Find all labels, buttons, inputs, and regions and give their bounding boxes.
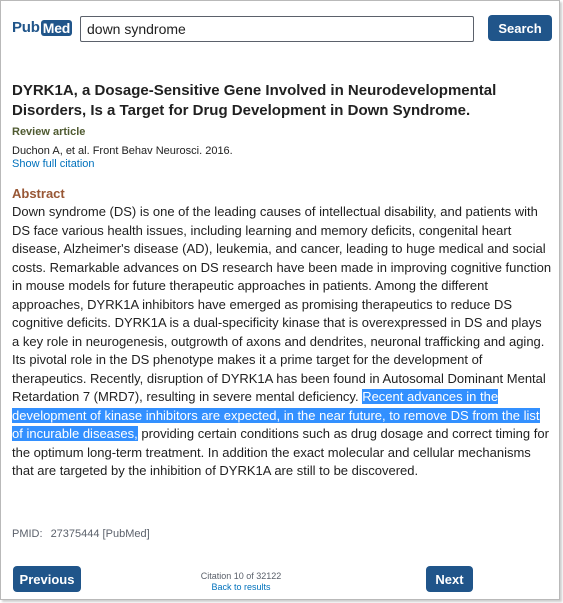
- short-citation: Duchon A, et al. Front Behav Neurosci. 2016.: [12, 145, 233, 157]
- previous-button[interactable]: Previous: [13, 566, 81, 592]
- article-title: DYRK1A, a Dosage-Sensitive Gene Involved in Neurodevelopmental Disorders, Is a Target for Drug Development in Down Syndrome.: [12, 82, 497, 119]
- pmid-value: 27375444 [PubMed]: [50, 528, 150, 540]
- search-button[interactable]: Search: [488, 15, 552, 41]
- search-input[interactable]: [80, 16, 474, 42]
- abstract-text-before: Down syndrome (DS) is one of the leading causes of intellectual disability, and patients with DS face various health issues, including learning and memory deficits, congenital heart disease, Alzheimer's disease (AD), leukemia, and cancer, leading to huge medical and social costs. Remarkable advances on DS research have been made in improving cognitive function in mouse models for future therapeutic approaches in patients. Among the different approaches, DYRK1A inhibitors have emerged as promising therapeutics to reduce DS cognitive deficits. DYRK1A is a dual-specificity kinase that is overexpressed in DS and plays a key role in neurogenesis, outgrowth of axons and dendrites, neuronal trafficking and aging. Its pivotal role in the DS phenotype makes it a prime target for the development of therapeutics. Recently, disruption of DYRK1A has been found in Autosomal Dominant Mental Retardation 7 (MRD7), resulting in severe mental deficiency.: [12, 204, 552, 404]
- abstract-selected-text: Recent advances in the development of kinase inhibitors are expected, in the near future, to remove DS from the list of incurable diseases,: [12, 389, 540, 441]
- show-full-citation-link[interactable]: Show full citation: [12, 158, 95, 170]
- pmid-line: [12, 528, 150, 540]
- pmid-label: PMID:: [12, 528, 43, 540]
- abstract-text-after: providing certain conditions such as drug dosage and correct timing for the optimum long-term treatment. In addition the exact molecular and cellular mechanisms that are targeted by the inhibition of DYRK1A are still to be discovered.: [12, 426, 549, 478]
- back-to-results-link[interactable]: Back to results: [211, 582, 271, 592]
- article-type-label: Review article: [12, 126, 86, 138]
- abstract-text: [12, 203, 552, 481]
- logo-pub-text: Pub: [12, 19, 40, 36]
- logo-med-text: Med: [42, 19, 71, 36]
- next-button[interactable]: Next: [426, 566, 473, 592]
- abstract-heading: Abstract: [12, 186, 65, 201]
- pubmed-logo[interactable]: [12, 19, 72, 36]
- citation-counter: Citation 10 of 32122: [200, 571, 282, 581]
